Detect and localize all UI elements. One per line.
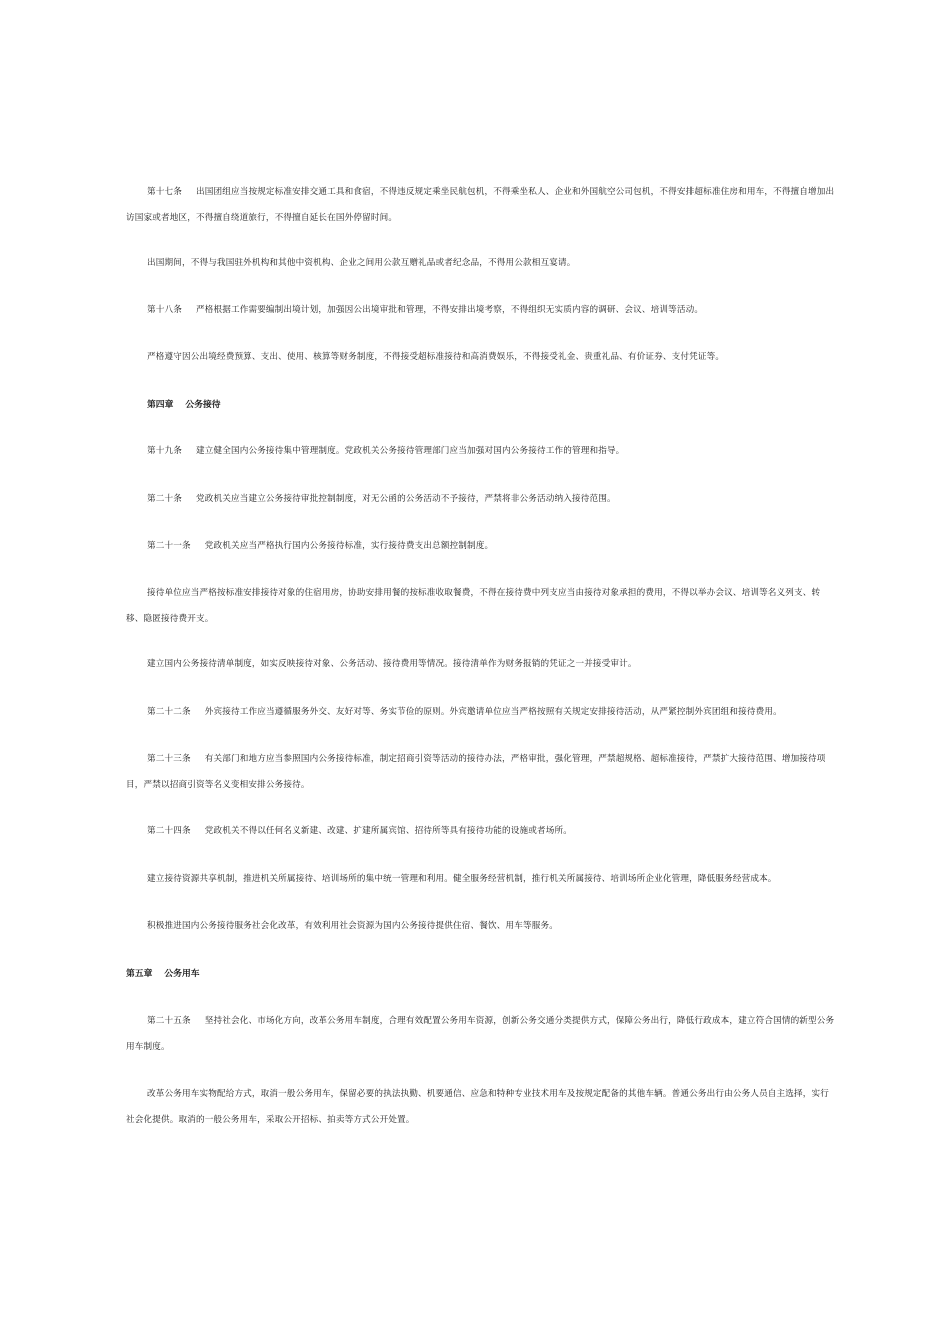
article-text: 坚持社会化、市场化方向，改革公务用车制度，合理有效配置公务用车资源，创新公务交通分类提供方式，保障公务出行，降低行政成本，建立符合国情的新型公务用车制度。 xyxy=(126,1016,835,1052)
article-number: 第十八条 xyxy=(147,305,182,315)
chapter-number: 第五章 xyxy=(126,969,153,979)
article-19 xyxy=(126,438,836,464)
article-number: 第二十三条 xyxy=(147,754,191,764)
article-number: 第十七条 xyxy=(147,187,182,197)
paragraph: 改革公务用车实物配给方式，取消一般公务用车，保留必要的执法执勤、机要通信、应急和特种专业技术用车及按规定配备的其他车辆。普通公务出行由公务人员自主选择，实行社会化提供。取消的一般公务用车，采取公开招标、拍卖等方式公开处置。 xyxy=(126,1089,830,1125)
chapter-heading xyxy=(126,967,200,981)
paragraph: 出国期间，不得与我国驻外机构和其他中资机构、企业之间用公款互赠礼品或者纪念品，不得用公款相互宴请。 xyxy=(147,258,576,268)
paragraph: 积极推进国内公务接待服务社会化改革，有效利用社会资源为国内公务接待提供住宿、餐饮、用车等服务。 xyxy=(147,921,558,931)
article-23 xyxy=(126,746,836,798)
article-number: 第二十五条 xyxy=(147,1016,191,1026)
chapter-title: 公务用车 xyxy=(164,969,200,979)
article-17 xyxy=(126,179,836,231)
article-number: 第二十一条 xyxy=(147,541,191,551)
article-24 xyxy=(126,818,836,844)
article-text: 严格根据工作需要编制出境计划，加强因公出境审批和管理，不得安排出境考察，不得组织无实质内容的调研、会议、培训等活动。 xyxy=(195,305,704,315)
article-21 xyxy=(126,533,836,559)
chapter-number: 第四章 xyxy=(147,400,174,410)
article-number: 第二十条 xyxy=(147,494,182,504)
article-text: 外宾接待工作应当遵循服务外交、友好对等、务实节俭的原则。外宾邀请单位应当严格按照有关规定安排接待活动，从严紧控制外宾团组和接待费用。 xyxy=(204,707,782,717)
chapter-heading xyxy=(147,398,221,412)
article-text: 有关部门和地方应当参照国内公务接待标准，制定招商引资等活动的接待办法，严格审批，强化管理，严禁超规格、超标准接待，严禁扩大接待范围、增加接待项目，严禁以招商引资等名义变相安排公务接待。 xyxy=(126,754,826,790)
article-18 xyxy=(126,297,836,323)
article-text: 党政机关应当严格执行国内公务接待标准，实行接待费支出总额控制制度。 xyxy=(204,541,494,551)
article-25 xyxy=(126,1008,836,1060)
article-number: 第二十二条 xyxy=(147,707,191,717)
article-text: 出国团组应当按规定标准安排交通工具和食宿，不得违反规定乘坐民航包机，不得乘坐私人、企业和外国航空公司包机，不得安排超标准住房和用车，不得擅自增加出访国家或者地区，不得擅自绕道旅行，不得擅自延长在国外停留时间。 xyxy=(126,187,835,223)
chapter-title: 公务接待 xyxy=(185,400,221,410)
article-number: 第二十四条 xyxy=(147,826,191,836)
paragraph: 严格遵守因公出境经费预算、支出、使用、核算等财务制度，不得接受超标准接待和高消费娱乐，不得接受礼金、贵重礼品、有价证券、支付凭证等。 xyxy=(147,352,725,362)
article-text: 建立健全国内公务接待集中管理制度。党政机关公务接待管理部门应当加强对国内公务接待工作的管理和指导。 xyxy=(195,446,625,456)
article-number: 第十九条 xyxy=(147,446,182,456)
article-text: 党政机关应当建立公务接待审批控制制度，对无公函的公务活动不予接待，严禁将非公务活动纳入接待范围。 xyxy=(195,494,616,504)
paragraph: 接待单位应当严格按标准安排接待对象的住宿用房，协助安排用餐的按标准收取餐费，不得在接待费中列支应当由接待对象承担的费用，不得以举办会议、培训等名义列支、转移、隐匿接待费开支。 xyxy=(126,588,821,624)
article-text: 党政机关不得以任何名义新建、改建、扩建所属宾馆、招待所等具有接待功能的设施或者场所。 xyxy=(204,826,572,836)
article-22 xyxy=(126,699,836,725)
paragraph: 建立接待资源共享机制，推进机关所属接待、培训场所的集中统一管理和利用。健全服务经营机制，推行机关所属接待、培训场所企业化管理，降低服务经营成本。 xyxy=(147,874,777,884)
article-20 xyxy=(126,486,836,512)
paragraph: 建立国内公务接待清单制度，如实反映接待对象、公务活动、接待费用等情况。接待清单作为财务报销的凭证之一并接受审计。 xyxy=(147,659,637,669)
